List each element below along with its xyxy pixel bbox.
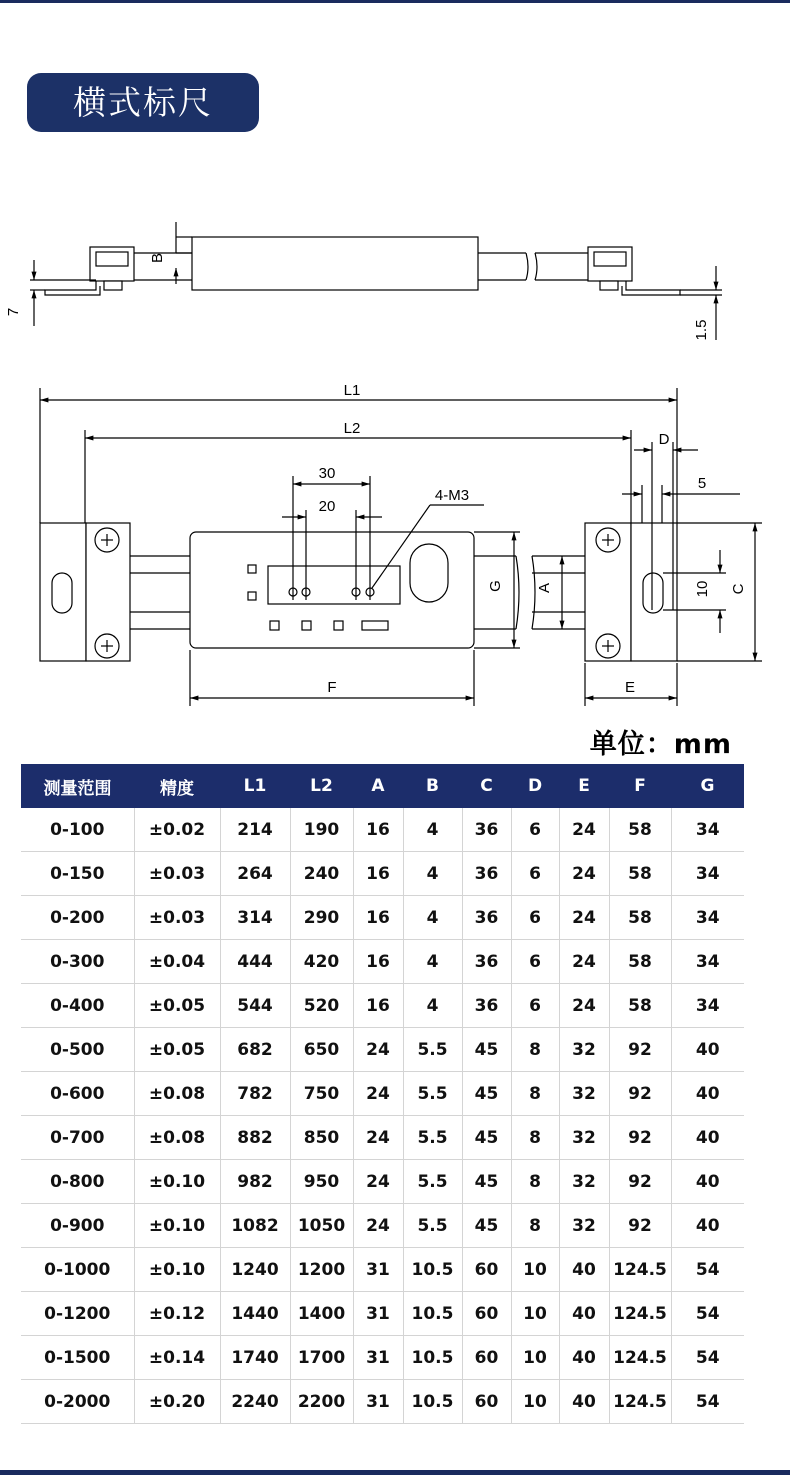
table-cell: 54 — [671, 1292, 744, 1336]
table-cell: 92 — [609, 1028, 671, 1072]
top-border — [0, 0, 790, 3]
col-header-g: G — [671, 764, 744, 808]
table-cell: 54 — [671, 1380, 744, 1424]
table-cell: 750 — [290, 1072, 353, 1116]
table-cell: ±0.14 — [134, 1336, 220, 1380]
table-cell: 0-700 — [21, 1116, 134, 1160]
dimension-diagram — [0, 180, 790, 710]
col-header-d: D — [511, 764, 559, 808]
dim-label-one-five: 1.5 — [693, 319, 710, 341]
table-cell: 190 — [290, 808, 353, 852]
dim-label-five: 5 — [697, 475, 707, 492]
dim-label-m3: 4-M3 — [434, 487, 470, 504]
table-cell: 54 — [671, 1248, 744, 1292]
table-cell: 36 — [462, 852, 511, 896]
table-cell: 1240 — [220, 1248, 290, 1292]
spec-table — [21, 764, 744, 1424]
dim-label-l1: L1 — [343, 382, 361, 399]
table-row — [21, 1028, 744, 1072]
table-cell: 8 — [511, 1116, 559, 1160]
table-cell: 1440 — [220, 1292, 290, 1336]
table-cell: 45 — [462, 1116, 511, 1160]
table-row — [21, 896, 744, 940]
table-cell: 60 — [462, 1380, 511, 1424]
table-cell: 8 — [511, 1072, 559, 1116]
table-cell: 0-500 — [21, 1028, 134, 1072]
table-cell: 124.5 — [609, 1248, 671, 1292]
table-cell: 31 — [353, 1380, 403, 1424]
table-cell: 34 — [671, 808, 744, 852]
table-cell: 290 — [290, 896, 353, 940]
table-cell: 34 — [671, 940, 744, 984]
table-cell: 10.5 — [403, 1292, 462, 1336]
table-cell: 36 — [462, 984, 511, 1028]
table-row — [21, 1160, 744, 1204]
table-cell: 40 — [559, 1380, 609, 1424]
table-cell: 24 — [559, 984, 609, 1028]
table-cell: 0-900 — [21, 1204, 134, 1248]
table-cell: 682 — [220, 1028, 290, 1072]
table-cell: 6 — [511, 984, 559, 1028]
table-cell: 520 — [290, 984, 353, 1028]
table-cell: 124.5 — [609, 1380, 671, 1424]
section-title: 横式标尺 — [27, 73, 259, 132]
table-header-row — [21, 764, 744, 808]
table-cell: 10 — [511, 1336, 559, 1380]
table-cell: 34 — [671, 896, 744, 940]
table-cell: 0-1000 — [21, 1248, 134, 1292]
table-cell: ±0.12 — [134, 1292, 220, 1336]
table-cell: 40 — [671, 1072, 744, 1116]
table-cell: 24 — [353, 1160, 403, 1204]
table-cell: 10.5 — [403, 1380, 462, 1424]
table-cell: 60 — [462, 1336, 511, 1380]
table-cell: 36 — [462, 940, 511, 984]
table-cell: 982 — [220, 1160, 290, 1204]
table-cell: 24 — [559, 808, 609, 852]
table-cell: 0-400 — [21, 984, 134, 1028]
table-cell: 58 — [609, 940, 671, 984]
table-cell: 92 — [609, 1072, 671, 1116]
table-row — [21, 1204, 744, 1248]
table-cell: 1050 — [290, 1204, 353, 1248]
table-cell: 882 — [220, 1116, 290, 1160]
table-cell: 92 — [609, 1160, 671, 1204]
col-header-l1: L1 — [220, 764, 290, 808]
table-cell: 60 — [462, 1248, 511, 1292]
table-cell: ±0.08 — [134, 1072, 220, 1116]
col-header-a: A — [353, 764, 403, 808]
table-cell: 32 — [559, 1028, 609, 1072]
table-cell: 32 — [559, 1204, 609, 1248]
table-cell: 32 — [559, 1072, 609, 1116]
dim-label-f: F — [327, 679, 337, 696]
dim-label-e: E — [624, 679, 636, 696]
table-cell: 2200 — [290, 1380, 353, 1424]
top-view — [40, 388, 762, 706]
table-cell: 40 — [559, 1248, 609, 1292]
table-cell: 58 — [609, 896, 671, 940]
table-row — [21, 984, 744, 1028]
table-cell: 5.5 — [403, 1204, 462, 1248]
table-cell: 36 — [462, 896, 511, 940]
table-cell: 36 — [462, 808, 511, 852]
table-cell: 24 — [353, 1028, 403, 1072]
table-row — [21, 1336, 744, 1380]
table-cell: ±0.03 — [134, 896, 220, 940]
table-cell: ±0.03 — [134, 852, 220, 896]
table-cell: 650 — [290, 1028, 353, 1072]
table-cell: 16 — [353, 984, 403, 1028]
table-cell: 58 — [609, 852, 671, 896]
table-cell: 4 — [403, 852, 462, 896]
table-cell: 10 — [511, 1248, 559, 1292]
col-header-e: E — [559, 764, 609, 808]
table-cell: 0-300 — [21, 940, 134, 984]
dim-label-l2: L2 — [343, 420, 361, 437]
bottom-border — [0, 1470, 790, 1475]
col-header-b: B — [403, 764, 462, 808]
table-cell: 31 — [353, 1292, 403, 1336]
table-cell: 6 — [511, 852, 559, 896]
table-body — [21, 808, 744, 1424]
table-cell: 544 — [220, 984, 290, 1028]
table-cell: ±0.20 — [134, 1380, 220, 1424]
table-cell: ±0.10 — [134, 1204, 220, 1248]
table-cell: 24 — [559, 852, 609, 896]
table-cell: 45 — [462, 1204, 511, 1248]
table-cell: 0-1500 — [21, 1336, 134, 1380]
table-cell: 8 — [511, 1028, 559, 1072]
table-cell: 34 — [671, 984, 744, 1028]
table-cell: 240 — [290, 852, 353, 896]
dim-label-a: A — [536, 582, 553, 594]
table-cell: 45 — [462, 1028, 511, 1072]
table-cell: ±0.05 — [134, 984, 220, 1028]
table-cell: 850 — [290, 1116, 353, 1160]
dim-label-d: D — [658, 431, 670, 448]
table-cell: 8 — [511, 1160, 559, 1204]
table-cell: 782 — [220, 1072, 290, 1116]
dim-label-g: G — [487, 580, 504, 592]
table-cell: 4 — [403, 984, 462, 1028]
table-cell: 40 — [671, 1160, 744, 1204]
table-cell: 0-100 — [21, 808, 134, 852]
dim-label-seven: 7 — [5, 307, 22, 317]
table-cell: 6 — [511, 896, 559, 940]
table-cell: 92 — [609, 1204, 671, 1248]
table-row — [21, 1116, 744, 1160]
table-cell: 2240 — [220, 1380, 290, 1424]
table-cell: 16 — [353, 940, 403, 984]
table-cell: 0-1200 — [21, 1292, 134, 1336]
table-cell: 10 — [511, 1292, 559, 1336]
table-cell: 1700 — [290, 1336, 353, 1380]
table-cell: 0-150 — [21, 852, 134, 896]
unit-label: 单位：mm — [589, 729, 732, 760]
table-cell: ±0.05 — [134, 1028, 220, 1072]
table-cell: 16 — [353, 896, 403, 940]
table-cell: 58 — [609, 984, 671, 1028]
table-cell: 60 — [462, 1292, 511, 1336]
table-cell: 31 — [353, 1248, 403, 1292]
table-cell: 34 — [671, 852, 744, 896]
table-cell: 58 — [609, 808, 671, 852]
table-cell: 4 — [403, 896, 462, 940]
table-cell: 314 — [220, 896, 290, 940]
table-cell: 8 — [511, 1204, 559, 1248]
table-cell: 40 — [671, 1116, 744, 1160]
table-cell: 32 — [559, 1160, 609, 1204]
table-cell: 420 — [290, 940, 353, 984]
table-cell: 54 — [671, 1336, 744, 1380]
table-cell: 0-800 — [21, 1160, 134, 1204]
table-cell: ±0.04 — [134, 940, 220, 984]
table-cell: 1200 — [290, 1248, 353, 1292]
table-cell: 40 — [559, 1336, 609, 1380]
table-row — [21, 940, 744, 984]
table-cell: 0-600 — [21, 1072, 134, 1116]
col-header-c: C — [462, 764, 511, 808]
table-cell: 24 — [353, 1204, 403, 1248]
table-cell: 10.5 — [403, 1248, 462, 1292]
table-row — [21, 1292, 744, 1336]
table-cell: 5.5 — [403, 1160, 462, 1204]
table-cell: 950 — [290, 1160, 353, 1204]
table-cell: 40 — [671, 1204, 744, 1248]
table-cell: 214 — [220, 808, 290, 852]
table-cell: 92 — [609, 1116, 671, 1160]
col-header-l2: L2 — [290, 764, 353, 808]
table-cell: 31 — [353, 1336, 403, 1380]
dim-label-twenty: 20 — [318, 498, 336, 515]
table-cell: 40 — [671, 1028, 744, 1072]
table-row — [21, 1380, 744, 1424]
table-cell: 4 — [403, 940, 462, 984]
table-cell: ±0.10 — [134, 1248, 220, 1292]
table-cell: 6 — [511, 940, 559, 984]
table-cell: 124.5 — [609, 1292, 671, 1336]
table-cell: 5.5 — [403, 1072, 462, 1116]
table-cell: 4 — [403, 808, 462, 852]
dim-label-c: C — [730, 583, 747, 595]
table-cell: 45 — [462, 1072, 511, 1116]
table-cell: 0-200 — [21, 896, 134, 940]
table-row — [21, 1248, 744, 1292]
table-cell: 10 — [511, 1380, 559, 1424]
dim-label-b: B — [149, 252, 166, 264]
table-cell: 10.5 — [403, 1336, 462, 1380]
table-cell: 45 — [462, 1160, 511, 1204]
table-cell: 5.5 — [403, 1028, 462, 1072]
table-cell: 16 — [353, 852, 403, 896]
dim-label-thirty: 30 — [318, 465, 336, 482]
table-cell: 1082 — [220, 1204, 290, 1248]
table-cell: 124.5 — [609, 1336, 671, 1380]
col-header-range: 测量范围 — [21, 764, 134, 808]
table-cell: 24 — [353, 1072, 403, 1116]
table-cell: 444 — [220, 940, 290, 984]
col-header-precision: 精度 — [134, 764, 220, 808]
table-cell: 16 — [353, 808, 403, 852]
table-cell: ±0.10 — [134, 1160, 220, 1204]
table-cell: 1740 — [220, 1336, 290, 1380]
table-cell: 6 — [511, 808, 559, 852]
dim-label-ten: 10 — [694, 580, 711, 598]
table-cell: 264 — [220, 852, 290, 896]
table-cell: ±0.08 — [134, 1116, 220, 1160]
table-cell: 40 — [559, 1292, 609, 1336]
table-cell: 24 — [353, 1116, 403, 1160]
table-cell: 5.5 — [403, 1116, 462, 1160]
table-row — [21, 852, 744, 896]
table-cell: ±0.02 — [134, 808, 220, 852]
table-cell: 24 — [559, 940, 609, 984]
table-cell: 32 — [559, 1116, 609, 1160]
table-cell: 1400 — [290, 1292, 353, 1336]
side-view — [30, 222, 722, 340]
table-row — [21, 808, 744, 852]
col-header-f: F — [609, 764, 671, 808]
table-cell: 0-2000 — [21, 1380, 134, 1424]
table-cell: 24 — [559, 896, 609, 940]
table-row — [21, 1072, 744, 1116]
